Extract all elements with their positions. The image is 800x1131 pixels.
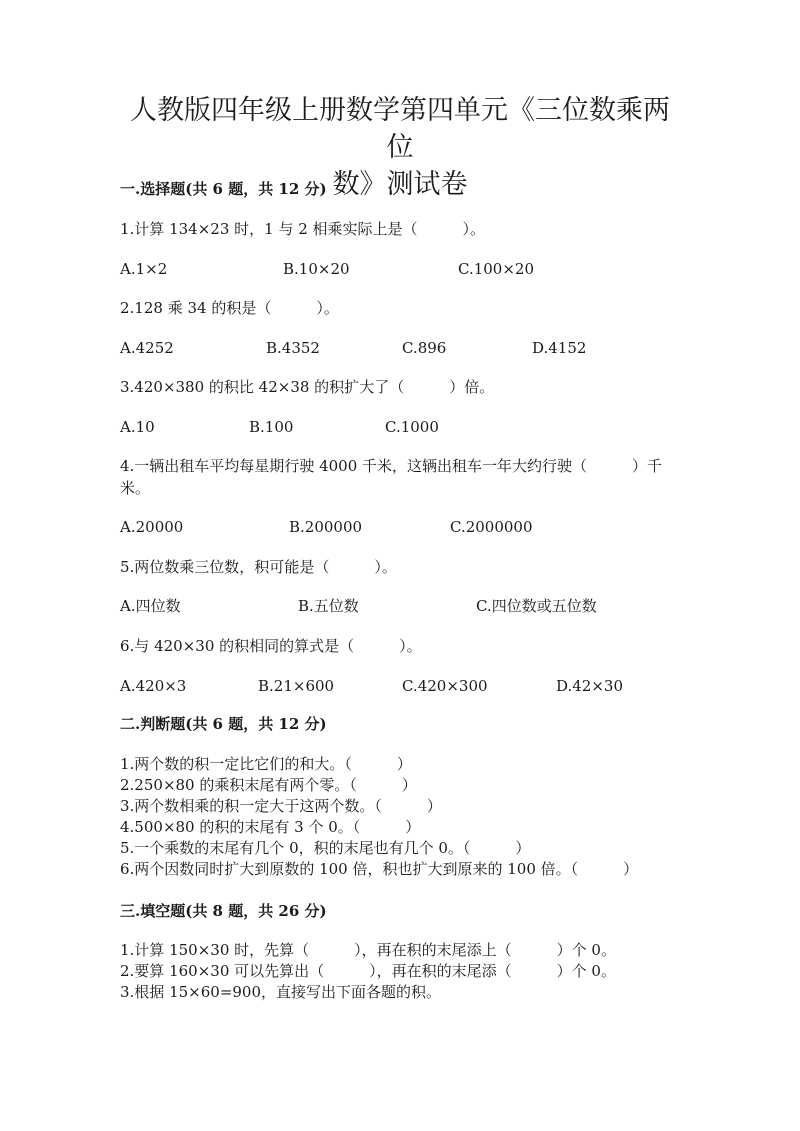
option-a: A.4252 [120, 339, 174, 357]
option-b: B.100 [249, 418, 294, 436]
option-c: C.100×20 [458, 260, 534, 278]
judge-list [120, 754, 638, 880]
option-b: B.10×20 [283, 260, 350, 278]
option-a: A.10 [120, 418, 155, 436]
choice-options-6 [120, 675, 680, 697]
judge-item: 3.两个数相乘的积一定大于这两个数。（ ） [120, 797, 442, 815]
fill-item: 3.根据 15×60=900，直接写出下面各题的积。 [120, 983, 442, 1001]
option-a: A.1×2 [120, 260, 168, 278]
title-line-2: 数》测试卷 [332, 169, 468, 200]
option-d: D.4152 [532, 339, 587, 357]
choice-options-2 [120, 337, 680, 359]
choice-options-5 [120, 595, 680, 617]
choice-options-3 [120, 416, 680, 438]
choice-question-1: 1.计算 134×23 时，1 与 2 相乘实际上是（ ）。 [120, 220, 486, 238]
option-c: C.1000 [385, 418, 439, 436]
judge-item: 6.两个因数同时扩大到原数的 100 倍，积也扩大到原来的 100 倍。（ ） [120, 860, 639, 878]
choice-question-6: 6.与 420×30 的积相同的算式是（ ）。 [120, 637, 422, 655]
option-b: B.21×600 [258, 677, 335, 695]
section-heading-choice: 一.选择题(共 6 题，共 12 分) [120, 180, 327, 198]
option-c: C.2000000 [450, 518, 533, 536]
option-a: A.420×3 [120, 677, 187, 695]
option-b: B.4352 [266, 339, 320, 357]
option-b: B.200000 [289, 518, 363, 536]
fill-item: 1.计算 150×30 时，先算（ ），再在积的末尾添上（ ）个 0。 [120, 941, 616, 959]
section-heading-fill: 三.填空题(共 8 题，共 26 分) [120, 902, 327, 920]
fill-item: 2.要算 160×30 可以先算出（ ），再在积的末尾添（ ）个 0。 [120, 962, 616, 980]
option-a: A.四位数 [120, 597, 181, 615]
option-a: A.20000 [120, 518, 184, 536]
choice-question-3: 3.420×380 的积比 42×38 的积扩大了（ ）倍。 [120, 378, 495, 396]
judge-item: 5.一个乘数的末尾有几个 0，积的末尾也有几个 0。（ ） [120, 839, 531, 857]
option-c: C.896 [402, 339, 447, 357]
section-heading-judge: 二.判断题(共 6 题，共 12 分) [120, 715, 327, 733]
choice-question-2: 2.128 乘 34 的积是（ ）。 [120, 299, 339, 317]
option-c: C.四位数或五位数 [476, 597, 597, 615]
choice-question-4: 4.一辆出租车平均每星期行驶 4000 千米，这辆出租车一年大约行驶（ ）千米。 [120, 457, 663, 497]
option-c: C.420×300 [402, 677, 488, 695]
judge-item: 4.500×80 的积的末尾有 3 个 0。（ ） [120, 818, 421, 836]
fill-list [120, 940, 616, 1003]
option-b: B.五位数 [298, 597, 359, 615]
choice-question-5: 5.两位数乘三位数，积可能是（ ）。 [120, 558, 397, 576]
choice-options-4 [120, 516, 680, 538]
option-d: D.42×30 [556, 677, 624, 695]
judge-item: 2.250×80 的乘积末尾有两个零。（ ） [120, 776, 417, 794]
choice-options-1 [120, 258, 680, 280]
judge-item: 1.两个数的积一定比它们的和大。（ ） [120, 755, 412, 773]
title-line-1: 人教版四年级上册数学第四单元《三位数乘两位 [130, 95, 670, 163]
